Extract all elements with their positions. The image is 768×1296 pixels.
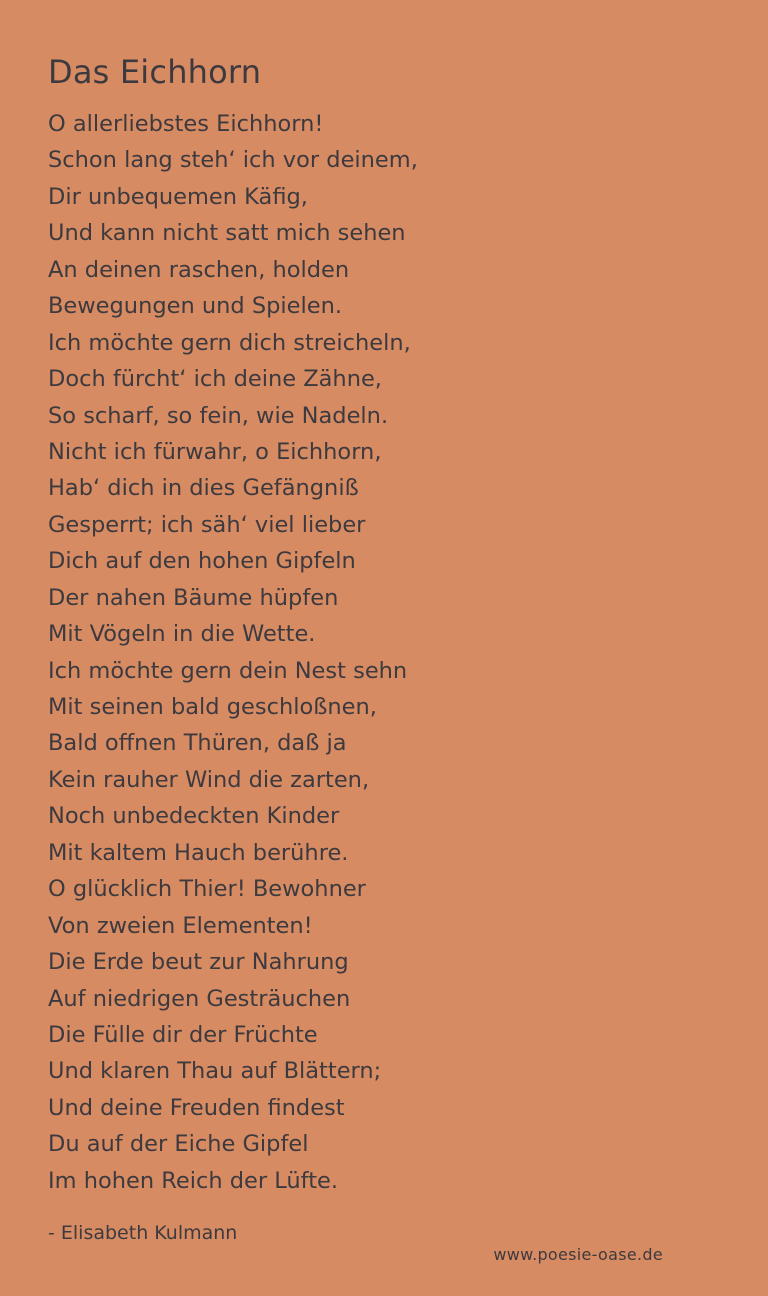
poem-line: Ich möchte gern dich streicheln, bbox=[48, 329, 411, 356]
poem-line: An deinen raschen, holden bbox=[48, 256, 350, 283]
poem-line: Mit Vögeln in die Wette. bbox=[48, 621, 316, 648]
website-credit: www.poesie-oase.de bbox=[493, 1245, 663, 1264]
poem-line: Die Erde beut zur Nahrung bbox=[48, 949, 349, 976]
poem-title: Das Eichhorn bbox=[48, 53, 262, 91]
poem-line: Mit kaltem Hauch berühre. bbox=[48, 839, 349, 866]
poem-line: Bald offnen Thüren, daß ja bbox=[48, 730, 347, 757]
poem-author: - Elisabeth Kulmann bbox=[48, 1222, 238, 1244]
poem-line: Bewegungen und Spielen. bbox=[48, 293, 342, 320]
poem-line: Ich möchte gern dein Nest sehn bbox=[48, 657, 408, 684]
poem-line: Dich auf den hohen Gipfeln bbox=[48, 548, 356, 575]
poem-line: Und klaren Thau auf Blättern; bbox=[48, 1058, 382, 1085]
poem-line: Von zweien Elementen! bbox=[48, 912, 313, 939]
poem-line: Auf niedrigen Gesträuchen bbox=[48, 985, 351, 1012]
poem-line: Im hohen Reich der Lüfte. bbox=[48, 1167, 339, 1194]
poem-line: Und kann nicht satt mich sehen bbox=[48, 220, 406, 247]
poem-line: O allerliebstes Eichhorn! bbox=[48, 111, 324, 137]
poem-line: Dir unbequemen Käfig, bbox=[48, 183, 308, 210]
poem-line: Schon lang steh‘ ich vor deinem, bbox=[48, 147, 418, 174]
poem-line: Und deine Freuden findest bbox=[48, 1094, 345, 1121]
poem-line: Die Fülle dir der Früchte bbox=[48, 1021, 318, 1048]
poem-line: Noch unbedeckten Kinder bbox=[48, 803, 340, 830]
poem-line: Mit seinen bald geschloßnen, bbox=[48, 694, 377, 720]
poem-line: Hab‘ dich in dies Gefängniß bbox=[48, 475, 359, 502]
poem-line: Nicht ich fürwahr, o Eichhorn, bbox=[48, 438, 382, 465]
poem-line: O glücklich Thier! Bewohner bbox=[48, 876, 366, 903]
poem-line: Gesperrt; ich säh‘ viel lieber bbox=[48, 511, 366, 538]
poem-line: Doch fürcht‘ ich deine Zähne, bbox=[48, 366, 382, 393]
poem-line: Kein rauher Wind die zarten, bbox=[48, 766, 370, 793]
poem-lines bbox=[48, 106, 748, 1199]
poem-line: Du auf der Eiche Gipfel bbox=[48, 1131, 309, 1158]
poem-line: Der nahen Bäume hüpfen bbox=[48, 584, 339, 611]
poem-line: So scharf, so fein, wie Nadeln. bbox=[48, 402, 389, 429]
